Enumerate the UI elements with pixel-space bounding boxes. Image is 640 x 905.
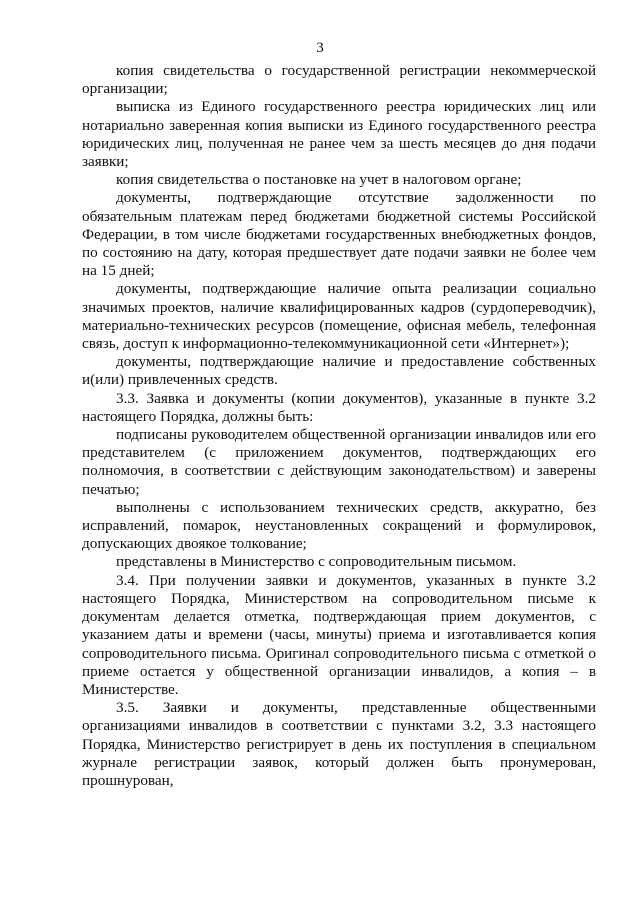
paragraph-6: документы, подтверждающие наличие и предоставление собственных и(или) привлеченных средств. <box>82 353 596 389</box>
document-body <box>82 62 596 790</box>
paragraph-3: копия свидетельства о постановке на учет в налоговом органе; <box>116 171 522 189</box>
paragraph-1: копия свидетельства о государственной регистрации некоммерческой организации; <box>82 62 596 98</box>
paragraph-5: документы, подтверждающие наличие опыта реализации социально значимых проектов, наличие квалифицированных кадров (сурдопереводчик), материально-технических ресурсов (помещение, офисная мебель, телефонная связь, доступ к информационно-телекоммуникационной сети «Интернет»); <box>82 280 596 353</box>
paragraph-4: документы, подтверждающие отсутствие задолженности по обязательным платежам перед бюджетами бюджетной системы Российской Федерации, в том числе бюджетами государственных внебюджетных фондов, по состоянию на дату, которая предшествует дате подачи заявки не более чем на 15 дней; <box>82 189 596 280</box>
paragraph-10: представлены в Министерство с сопроводительным письмом. <box>116 553 517 571</box>
paragraph-12: 3.5. Заявки и документы, представленные общественными организациями инвалидов в соответствии с пунктами 3.2, 3.3 настоящего Порядка, Министерство регистрирует в день их поступления в специальном журнале регистрации заявок, который должен быть пронумерован, прошнурован, <box>82 699 596 789</box>
paragraph-9: выполнены с использованием технических средств, аккуратно, без исправлений, помарок, неустановленных сокращений и формулировок, допускающих двоякое толкование; <box>82 498 596 553</box>
page-number: 3 <box>316 40 324 56</box>
paragraph-11: 3.4. При получении заявки и документов, указанных в пункте 3.2 настоящего Порядка, Министерством на сопроводительном письме к документам делается отметка, подтверждающая прием документов, с указанием даты и времени (часы, минуты) приема и изготавливается копия сопроводительного письма. Оригинал сопроводительного письма с отметкой о приеме остается у общественной организации инвалидов, а копия – в Министерстве. <box>82 571 596 698</box>
paragraph-7: 3.3. Заявка и документы (копии документов), указанные в пункте 3.2 настоящего Порядка, должны быть: <box>82 389 596 425</box>
paragraph-2: выписка из Единого государственного реестра юридических лиц или нотариально заверенная копия выписки из Единого государственного реестра юридических лиц, полученная не ранее чем за шесть месяцев до дня подачи заявки; <box>82 98 596 171</box>
paragraph-8: подписаны руководителем общественной организации инвалидов или его представителем (с приложением документов, подтверждающих его полномочия, в соответствии с действующим законодательством) и заверены печатью; <box>82 426 596 498</box>
